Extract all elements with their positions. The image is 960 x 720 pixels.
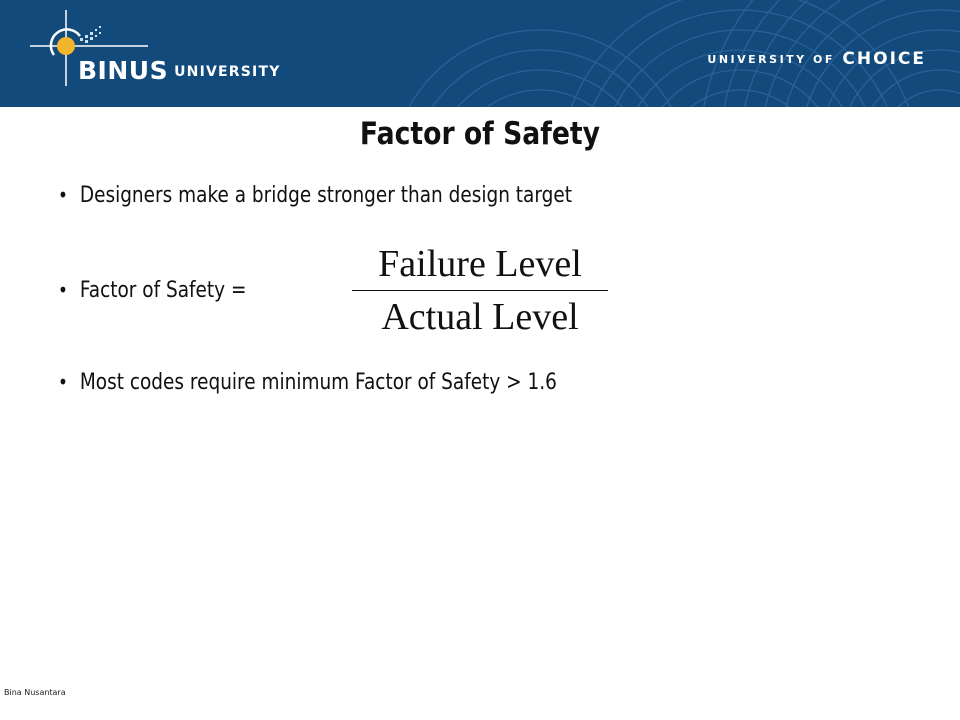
bullet-text: Factor of Safety = — [79, 278, 247, 303]
bullet-text: Designers make a bridge stronger than design target — [79, 183, 572, 208]
tagline — [707, 49, 926, 69]
logo-name: BINUS — [78, 56, 169, 85]
logo-wordmark — [78, 56, 281, 85]
bullet-item — [58, 370, 557, 395]
bullet-text: Most codes require minimum Factor of Safety > 1.6 — [79, 370, 557, 395]
bullet-dot-icon: • — [58, 183, 68, 207]
logo-suffix: UNIVERSITY — [174, 64, 281, 80]
tagline-big: CHOICE — [842, 49, 926, 69]
formula-denominator: Actual Level — [381, 296, 579, 338]
header-banner — [0, 0, 960, 107]
slide-title: Factor of Safety — [359, 116, 601, 152]
bullet-item — [58, 278, 246, 303]
tagline-small: UNIVERSITY OF — [707, 53, 835, 66]
fraction-bar — [352, 290, 608, 291]
bullet-item — [58, 183, 572, 208]
bullet-dot-icon: • — [58, 278, 68, 302]
footer-text: Bina Nusantara — [4, 688, 66, 697]
formula-numerator: Failure Level — [378, 243, 582, 285]
bullet-dot-icon: • — [58, 370, 68, 394]
safety-formula — [352, 240, 608, 341]
